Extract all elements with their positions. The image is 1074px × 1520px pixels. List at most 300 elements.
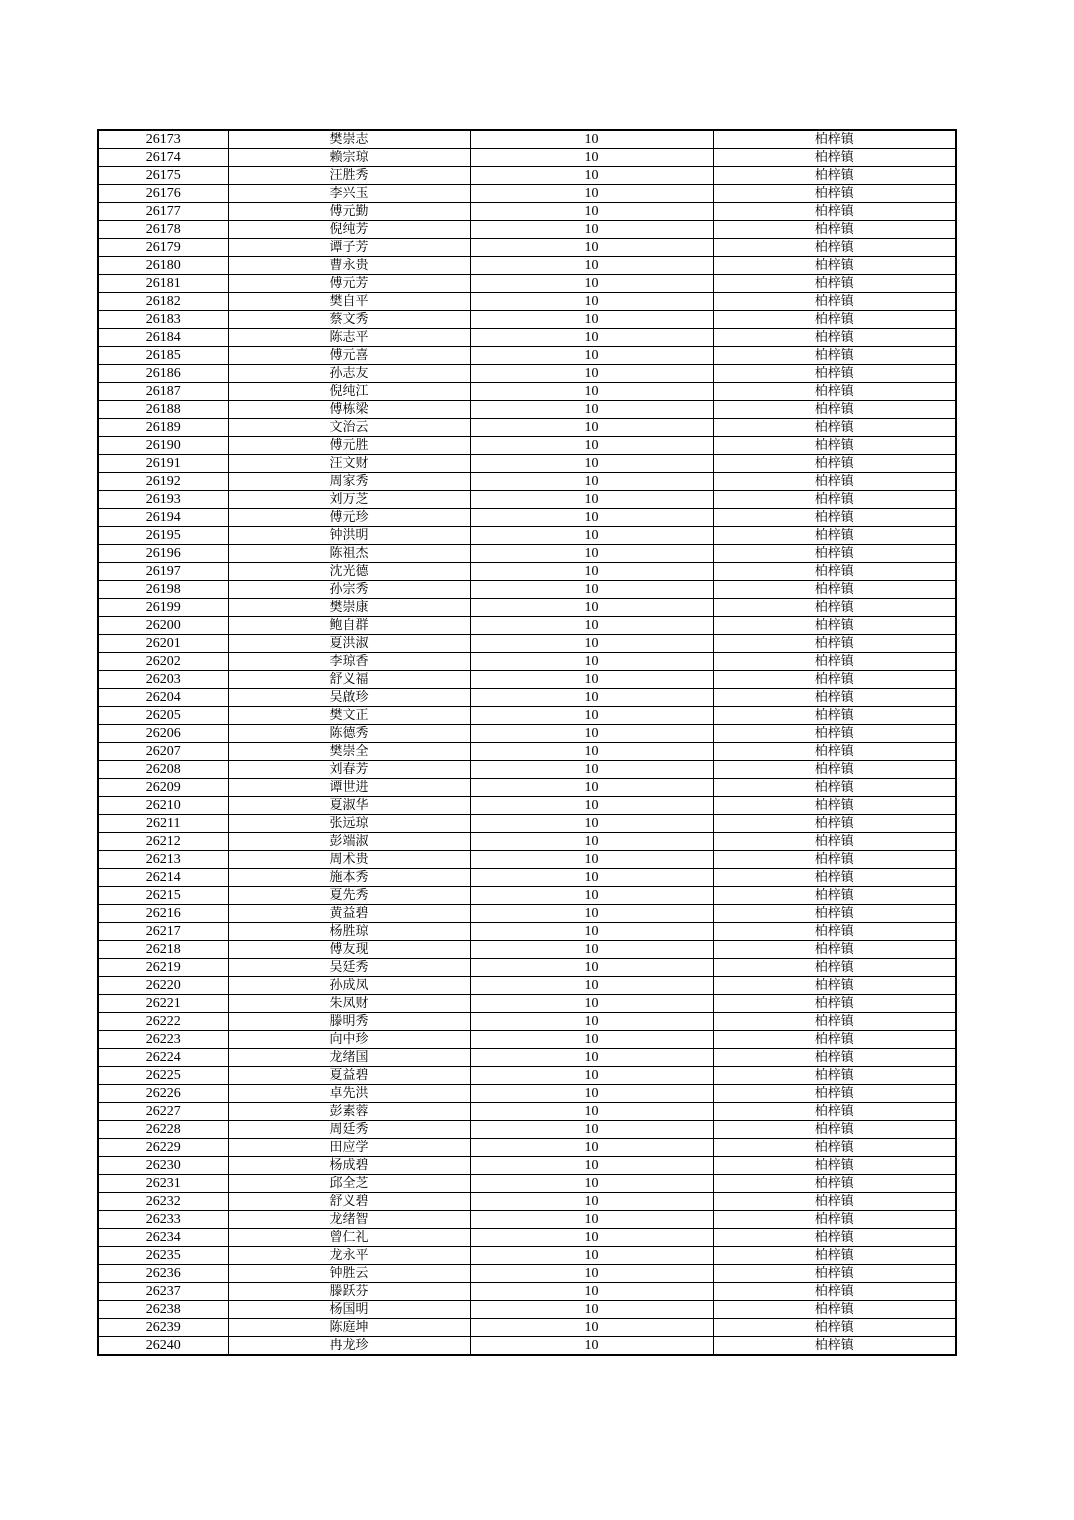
row-town-cell: 柏梓镇 [713,1319,956,1337]
row-name-cell: 向中珍 [228,1031,470,1049]
row-id-cell: 26230 [98,1157,228,1175]
row-town-cell: 柏梓镇 [713,1211,956,1229]
row-id-cell: 26238 [98,1301,228,1319]
row-town-cell: 柏梓镇 [713,185,956,203]
row-amount-cell: 10 [470,383,713,401]
row-town-cell: 柏梓镇 [713,1247,956,1265]
row-id-cell: 26229 [98,1139,228,1157]
row-name-cell: 杨国明 [228,1301,470,1319]
table-row [98,347,956,365]
row-id-cell: 26200 [98,617,228,635]
table-row [98,311,956,329]
row-name-cell: 朱凤财 [228,995,470,1013]
row-id-cell: 26193 [98,491,228,509]
row-name-cell: 钟洪明 [228,527,470,545]
table-body [98,130,956,1355]
row-amount-cell: 10 [470,455,713,473]
table-row [98,1319,956,1337]
table-row [98,1265,956,1283]
row-amount-cell: 10 [470,130,713,149]
table-row [98,689,956,707]
row-amount-cell: 10 [470,509,713,527]
table-row [98,1229,956,1247]
row-amount-cell: 10 [470,653,713,671]
table-row [98,275,956,293]
row-amount-cell: 10 [470,887,713,905]
table-row [98,833,956,851]
row-town-cell: 柏梓镇 [713,347,956,365]
row-amount-cell: 10 [470,347,713,365]
row-amount-cell: 10 [470,365,713,383]
row-name-cell: 傅栋梁 [228,401,470,419]
row-name-cell: 樊文正 [228,707,470,725]
row-name-cell: 夏益碧 [228,1067,470,1085]
table-row [98,1283,956,1301]
row-name-cell: 李兴玉 [228,185,470,203]
row-town-cell: 柏梓镇 [713,905,956,923]
row-name-cell: 孙成凤 [228,977,470,995]
row-town-cell: 柏梓镇 [713,473,956,491]
row-town-cell: 柏梓镇 [713,635,956,653]
row-town-cell: 柏梓镇 [713,311,956,329]
row-town-cell: 柏梓镇 [713,329,956,347]
row-town-cell: 柏梓镇 [713,617,956,635]
table-row [98,509,956,527]
row-id-cell: 26227 [98,1103,228,1121]
row-id-cell: 26192 [98,473,228,491]
row-id-cell: 26187 [98,383,228,401]
table-row [98,401,956,419]
row-name-cell: 倪纯芳 [228,221,470,239]
table-row [98,1121,956,1139]
row-name-cell: 刘万芝 [228,491,470,509]
row-id-cell: 26217 [98,923,228,941]
row-town-cell: 柏梓镇 [713,977,956,995]
row-id-cell: 26235 [98,1247,228,1265]
row-town-cell: 柏梓镇 [713,653,956,671]
row-name-cell: 钟胜云 [228,1265,470,1283]
row-town-cell: 柏梓镇 [713,1067,956,1085]
table-row [98,797,956,815]
table-row [98,1337,956,1356]
row-amount-cell: 10 [470,635,713,653]
row-id-cell: 26240 [98,1337,228,1356]
table-row [98,761,956,779]
row-id-cell: 26179 [98,239,228,257]
row-name-cell: 陈祖杰 [228,545,470,563]
row-name-cell: 樊自平 [228,293,470,311]
row-town-cell: 柏梓镇 [713,1085,956,1103]
table-row [98,545,956,563]
row-amount-cell: 10 [470,941,713,959]
row-amount-cell: 10 [470,995,713,1013]
row-name-cell: 夏先秀 [228,887,470,905]
table-row [98,887,956,905]
table-row [98,869,956,887]
row-amount-cell: 10 [470,257,713,275]
row-id-cell: 26213 [98,851,228,869]
row-id-cell: 26201 [98,635,228,653]
row-amount-cell: 10 [470,527,713,545]
row-name-cell: 陈德秀 [228,725,470,743]
row-id-cell: 26211 [98,815,228,833]
table-row [98,923,956,941]
row-amount-cell: 10 [470,1211,713,1229]
row-name-cell: 李琼香 [228,653,470,671]
row-name-cell: 傅元珍 [228,509,470,527]
row-amount-cell: 10 [470,923,713,941]
table-row [98,581,956,599]
row-name-cell: 鲍自群 [228,617,470,635]
row-id-cell: 26216 [98,905,228,923]
row-town-cell: 柏梓镇 [713,239,956,257]
row-town-cell: 柏梓镇 [713,563,956,581]
row-town-cell: 柏梓镇 [713,1157,956,1175]
row-amount-cell: 10 [470,1049,713,1067]
row-name-cell: 赖宗琼 [228,149,470,167]
row-id-cell: 26204 [98,689,228,707]
row-name-cell: 文治云 [228,419,470,437]
row-town-cell: 柏梓镇 [713,293,956,311]
row-id-cell: 26224 [98,1049,228,1067]
table-row [98,473,956,491]
row-id-cell: 26175 [98,167,228,185]
row-id-cell: 26207 [98,743,228,761]
table-row [98,1031,956,1049]
row-town-cell: 柏梓镇 [713,689,956,707]
row-id-cell: 26225 [98,1067,228,1085]
row-id-cell: 26194 [98,509,228,527]
row-amount-cell: 10 [470,869,713,887]
row-amount-cell: 10 [470,671,713,689]
row-id-cell: 26191 [98,455,228,473]
table-row [98,671,956,689]
row-amount-cell: 10 [470,1031,713,1049]
row-town-cell: 柏梓镇 [713,743,956,761]
row-amount-cell: 10 [470,1175,713,1193]
data-table [97,129,957,1356]
row-name-cell: 周廷秀 [228,1121,470,1139]
row-id-cell: 26205 [98,707,228,725]
row-id-cell: 26198 [98,581,228,599]
row-amount-cell: 10 [470,761,713,779]
row-name-cell: 彭端淑 [228,833,470,851]
table-row [98,563,956,581]
row-id-cell: 26228 [98,1121,228,1139]
row-town-cell: 柏梓镇 [713,419,956,437]
row-amount-cell: 10 [470,1229,713,1247]
row-town-cell: 柏梓镇 [713,1175,956,1193]
row-name-cell: 冉龙珍 [228,1337,470,1356]
row-name-cell: 谭世进 [228,779,470,797]
row-name-cell: 倪纯江 [228,383,470,401]
row-id-cell: 26189 [98,419,228,437]
row-id-cell: 26210 [98,797,228,815]
row-name-cell: 黄益碧 [228,905,470,923]
row-id-cell: 26214 [98,869,228,887]
row-amount-cell: 10 [470,797,713,815]
table-row [98,365,956,383]
row-town-cell: 柏梓镇 [713,599,956,617]
row-amount-cell: 10 [470,707,713,725]
row-id-cell: 26188 [98,401,228,419]
row-id-cell: 26182 [98,293,228,311]
row-id-cell: 26239 [98,1319,228,1337]
row-town-cell: 柏梓镇 [713,401,956,419]
row-amount-cell: 10 [470,977,713,995]
row-name-cell: 曾仁礼 [228,1229,470,1247]
row-id-cell: 26199 [98,599,228,617]
row-name-cell: 滕明秀 [228,1013,470,1031]
row-amount-cell: 10 [470,1121,713,1139]
row-id-cell: 26177 [98,203,228,221]
row-town-cell: 柏梓镇 [713,275,956,293]
table-row [98,1139,956,1157]
row-id-cell: 26231 [98,1175,228,1193]
table-row [98,329,956,347]
row-amount-cell: 10 [470,905,713,923]
row-name-cell: 傅友现 [228,941,470,959]
row-name-cell: 沈光德 [228,563,470,581]
row-name-cell: 邱全芝 [228,1175,470,1193]
table-row [98,635,956,653]
row-id-cell: 26195 [98,527,228,545]
row-town-cell: 柏梓镇 [713,1103,956,1121]
row-town-cell: 柏梓镇 [713,833,956,851]
row-town-cell: 柏梓镇 [713,1139,956,1157]
row-name-cell: 樊崇康 [228,599,470,617]
row-amount-cell: 10 [470,1139,713,1157]
table-row [98,1067,956,1085]
row-amount-cell: 10 [470,167,713,185]
row-amount-cell: 10 [470,203,713,221]
row-name-cell: 杨成碧 [228,1157,470,1175]
table-row [98,599,956,617]
row-id-cell: 26186 [98,365,228,383]
row-amount-cell: 10 [470,1067,713,1085]
row-id-cell: 26226 [98,1085,228,1103]
row-name-cell: 夏洪淑 [228,635,470,653]
row-amount-cell: 10 [470,743,713,761]
row-id-cell: 26173 [98,130,228,149]
row-town-cell: 柏梓镇 [713,221,956,239]
row-town-cell: 柏梓镇 [713,725,956,743]
row-amount-cell: 10 [470,851,713,869]
table-row [98,1013,956,1031]
row-id-cell: 26206 [98,725,228,743]
row-name-cell: 刘春芳 [228,761,470,779]
row-name-cell: 田应学 [228,1139,470,1157]
row-id-cell: 26185 [98,347,228,365]
row-name-cell: 舒义碧 [228,1193,470,1211]
row-town-cell: 柏梓镇 [713,1049,956,1067]
row-id-cell: 26174 [98,149,228,167]
row-amount-cell: 10 [470,599,713,617]
row-amount-cell: 10 [470,473,713,491]
row-town-cell: 柏梓镇 [713,437,956,455]
row-town-cell: 柏梓镇 [713,671,956,689]
row-amount-cell: 10 [470,491,713,509]
table-row [98,1301,956,1319]
row-name-cell: 吴廷秀 [228,959,470,977]
row-town-cell: 柏梓镇 [713,581,956,599]
table-row [98,1049,956,1067]
table-row [98,815,956,833]
table-row [98,779,956,797]
table-row [98,653,956,671]
row-amount-cell: 10 [470,815,713,833]
row-amount-cell: 10 [470,1013,713,1031]
row-amount-cell: 10 [470,689,713,707]
row-town-cell: 柏梓镇 [713,257,956,275]
row-amount-cell: 10 [470,1103,713,1121]
row-id-cell: 26212 [98,833,228,851]
table-row [98,203,956,221]
table-row [98,743,956,761]
row-town-cell: 柏梓镇 [713,130,956,149]
row-town-cell: 柏梓镇 [713,203,956,221]
row-id-cell: 26176 [98,185,228,203]
table-row [98,1085,956,1103]
row-name-cell: 龙永平 [228,1247,470,1265]
row-name-cell: 杨胜琼 [228,923,470,941]
table-row [98,995,956,1013]
table-row [98,455,956,473]
row-town-cell: 柏梓镇 [713,167,956,185]
row-amount-cell: 10 [470,581,713,599]
row-name-cell: 张远琼 [228,815,470,833]
row-name-cell: 汪文财 [228,455,470,473]
row-amount-cell: 10 [470,1247,713,1265]
row-amount-cell: 10 [470,149,713,167]
row-town-cell: 柏梓镇 [713,491,956,509]
row-amount-cell: 10 [470,221,713,239]
table-row [98,959,956,977]
row-amount-cell: 10 [470,959,713,977]
row-name-cell: 汪胜秀 [228,167,470,185]
table-row [98,221,956,239]
row-id-cell: 26183 [98,311,228,329]
row-id-cell: 26202 [98,653,228,671]
row-name-cell: 傅元勤 [228,203,470,221]
table-row [98,491,956,509]
table-row [98,257,956,275]
row-id-cell: 26219 [98,959,228,977]
table-row [98,437,956,455]
row-id-cell: 26222 [98,1013,228,1031]
row-name-cell: 陈庭坤 [228,1319,470,1337]
row-town-cell: 柏梓镇 [713,761,956,779]
row-town-cell: 柏梓镇 [713,707,956,725]
row-town-cell: 柏梓镇 [713,815,956,833]
row-name-cell: 周家秀 [228,473,470,491]
row-id-cell: 26197 [98,563,228,581]
row-amount-cell: 10 [470,239,713,257]
row-amount-cell: 10 [470,725,713,743]
row-amount-cell: 10 [470,1085,713,1103]
row-amount-cell: 10 [470,329,713,347]
table-row [98,383,956,401]
row-amount-cell: 10 [470,1319,713,1337]
row-amount-cell: 10 [470,1265,713,1283]
row-name-cell: 吴啟珍 [228,689,470,707]
row-town-cell: 柏梓镇 [713,527,956,545]
table-row [98,977,956,995]
table-row [98,1193,956,1211]
table-row [98,1211,956,1229]
row-amount-cell: 10 [470,1301,713,1319]
row-town-cell: 柏梓镇 [713,383,956,401]
table-row [98,239,956,257]
row-id-cell: 26234 [98,1229,228,1247]
row-id-cell: 26237 [98,1283,228,1301]
row-amount-cell: 10 [470,1337,713,1356]
row-amount-cell: 10 [470,401,713,419]
row-name-cell: 孙志友 [228,365,470,383]
row-id-cell: 26233 [98,1211,228,1229]
row-name-cell: 傅元芳 [228,275,470,293]
table-row [98,149,956,167]
row-town-cell: 柏梓镇 [713,1229,956,1247]
row-id-cell: 26184 [98,329,228,347]
row-amount-cell: 10 [470,437,713,455]
row-id-cell: 26203 [98,671,228,689]
table-row [98,941,956,959]
row-town-cell: 柏梓镇 [713,1193,956,1211]
row-name-cell: 曹永贵 [228,257,470,275]
row-id-cell: 26218 [98,941,228,959]
row-amount-cell: 10 [470,1193,713,1211]
row-amount-cell: 10 [470,779,713,797]
row-town-cell: 柏梓镇 [713,797,956,815]
row-name-cell: 滕跃芬 [228,1283,470,1301]
row-name-cell: 傅元喜 [228,347,470,365]
row-id-cell: 26220 [98,977,228,995]
row-id-cell: 26196 [98,545,228,563]
table-row [98,1157,956,1175]
row-amount-cell: 10 [470,293,713,311]
row-id-cell: 26190 [98,437,228,455]
row-name-cell: 谭子芳 [228,239,470,257]
row-id-cell: 26215 [98,887,228,905]
row-town-cell: 柏梓镇 [713,887,956,905]
row-name-cell: 蔡文秀 [228,311,470,329]
table-row [98,419,956,437]
table-row [98,167,956,185]
row-town-cell: 柏梓镇 [713,455,956,473]
row-amount-cell: 10 [470,275,713,293]
row-id-cell: 26181 [98,275,228,293]
row-town-cell: 柏梓镇 [713,995,956,1013]
row-amount-cell: 10 [470,1157,713,1175]
row-name-cell: 傅元胜 [228,437,470,455]
table-row [98,130,956,149]
row-amount-cell: 10 [470,545,713,563]
row-amount-cell: 10 [470,311,713,329]
row-name-cell: 龙绪智 [228,1211,470,1229]
row-town-cell: 柏梓镇 [713,941,956,959]
row-amount-cell: 10 [470,1283,713,1301]
row-town-cell: 柏梓镇 [713,509,956,527]
row-name-cell: 彭素蓉 [228,1103,470,1121]
row-town-cell: 柏梓镇 [713,869,956,887]
row-name-cell: 孙宗秀 [228,581,470,599]
row-id-cell: 26221 [98,995,228,1013]
row-town-cell: 柏梓镇 [713,1337,956,1356]
row-name-cell: 施本秀 [228,869,470,887]
row-town-cell: 柏梓镇 [713,545,956,563]
row-town-cell: 柏梓镇 [713,851,956,869]
